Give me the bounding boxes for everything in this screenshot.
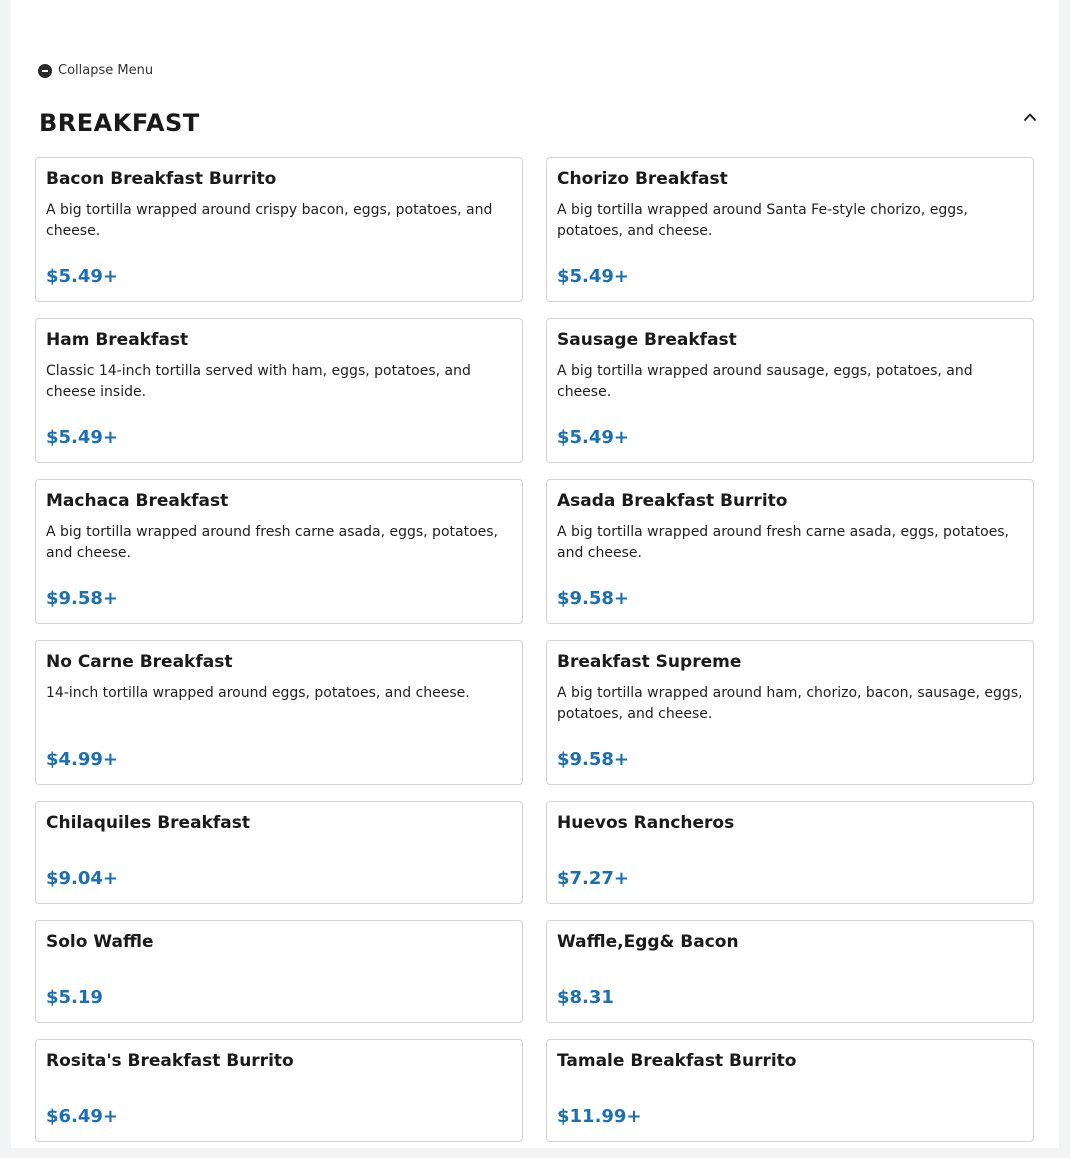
menu-item-card[interactable] [546,318,1034,463]
menu-item-price: $8.31 [557,987,614,1008]
menu-item-card[interactable] [546,479,1034,624]
menu-item-price: $5.49+ [557,266,630,287]
menu-item-description: 14-inch tortilla wrapped around eggs, potatoes, and cheese. [46,685,470,701]
menu-item-price: $4.99+ [46,749,119,770]
menu-item-name: Bacon Breakfast Burrito [46,169,277,189]
menu-item-card[interactable] [35,157,523,302]
menu-item-card[interactable] [35,640,523,785]
menu-page [11,0,1059,1148]
menu-item-price: $9.58+ [557,588,630,609]
menu-item-description: A big tortilla wrapped around fresh carne asada, eggs, potatoes, and cheese. [46,524,498,561]
menu-item-description: A big tortilla wrapped around crispy bacon, eggs, potatoes, and cheese. [46,202,493,239]
menu-item-name: Tamale Breakfast Burrito [557,1051,797,1071]
menu-item-name: Chorizo Breakfast [557,169,728,189]
menu-item-price: $5.49+ [46,427,119,448]
menu-item-price: $9.58+ [46,588,119,609]
minus-circle-icon [38,64,52,78]
menu-item-price: $11.99+ [557,1106,642,1127]
menu-item-price: $5.19 [46,987,103,1008]
menu-item-price: $5.49+ [46,266,119,287]
menu-item-price: $7.27+ [557,868,630,889]
menu-item-name: No Carne Breakfast [46,652,233,672]
menu-item-card[interactable] [546,640,1034,785]
menu-item-description: Classic 14-inch tortilla served with ham, eggs, potatoes, and cheese inside. [46,363,471,400]
menu-item-price: $9.04+ [46,868,119,889]
menu-item-name: Waffle,Egg& Bacon [557,932,739,952]
menu-item-price: $6.49+ [46,1106,119,1127]
menu-item-card[interactable] [546,1039,1034,1142]
menu-item-name: Rosita's Breakfast Burrito [46,1051,294,1071]
menu-item-description: A big tortilla wrapped around ham, chorizo, bacon, sausage, eggs, potatoes, and cheese. [557,685,1023,722]
collapse-menu-button[interactable] [38,63,153,78]
menu-item-card[interactable] [546,157,1034,302]
menu-item-grid [35,157,1034,1158]
menu-item-card[interactable] [546,920,1034,1023]
menu-item-price: $9.58+ [557,749,630,770]
menu-item-card[interactable] [35,318,523,463]
menu-item-card[interactable] [35,1039,523,1142]
menu-item-description: A big tortilla wrapped around fresh carne asada, eggs, potatoes, and cheese. [557,524,1009,561]
menu-item-name: Machaca Breakfast [46,491,229,511]
menu-item-price: $5.49+ [557,427,630,448]
menu-item-name: Huevos Rancheros [557,813,735,833]
chevron-up-icon[interactable] [1023,110,1037,124]
menu-item-name: Asada Breakfast Burrito [557,491,788,511]
menu-item-name: Breakfast Supreme [557,652,742,672]
collapse-menu-label: Collapse Menu [58,63,154,78]
section-title: BREAKFAST [39,109,200,137]
menu-item-name: Sausage Breakfast [557,330,737,350]
menu-item-card[interactable] [35,920,523,1023]
menu-item-description: A big tortilla wrapped around sausage, eggs, potatoes, and cheese. [557,363,973,400]
section-header [39,106,1039,140]
menu-item-name: Ham Breakfast [46,330,189,350]
menu-item-card[interactable] [35,479,523,624]
menu-item-card[interactable] [546,801,1034,904]
menu-item-card[interactable] [35,801,523,904]
menu-item-name: Chilaquiles Breakfast [46,813,250,833]
menu-item-description: A big tortilla wrapped around Santa Fe-style chorizo, eggs, potatoes, and cheese. [557,202,968,239]
menu-item-name: Solo Waffle [46,932,154,952]
